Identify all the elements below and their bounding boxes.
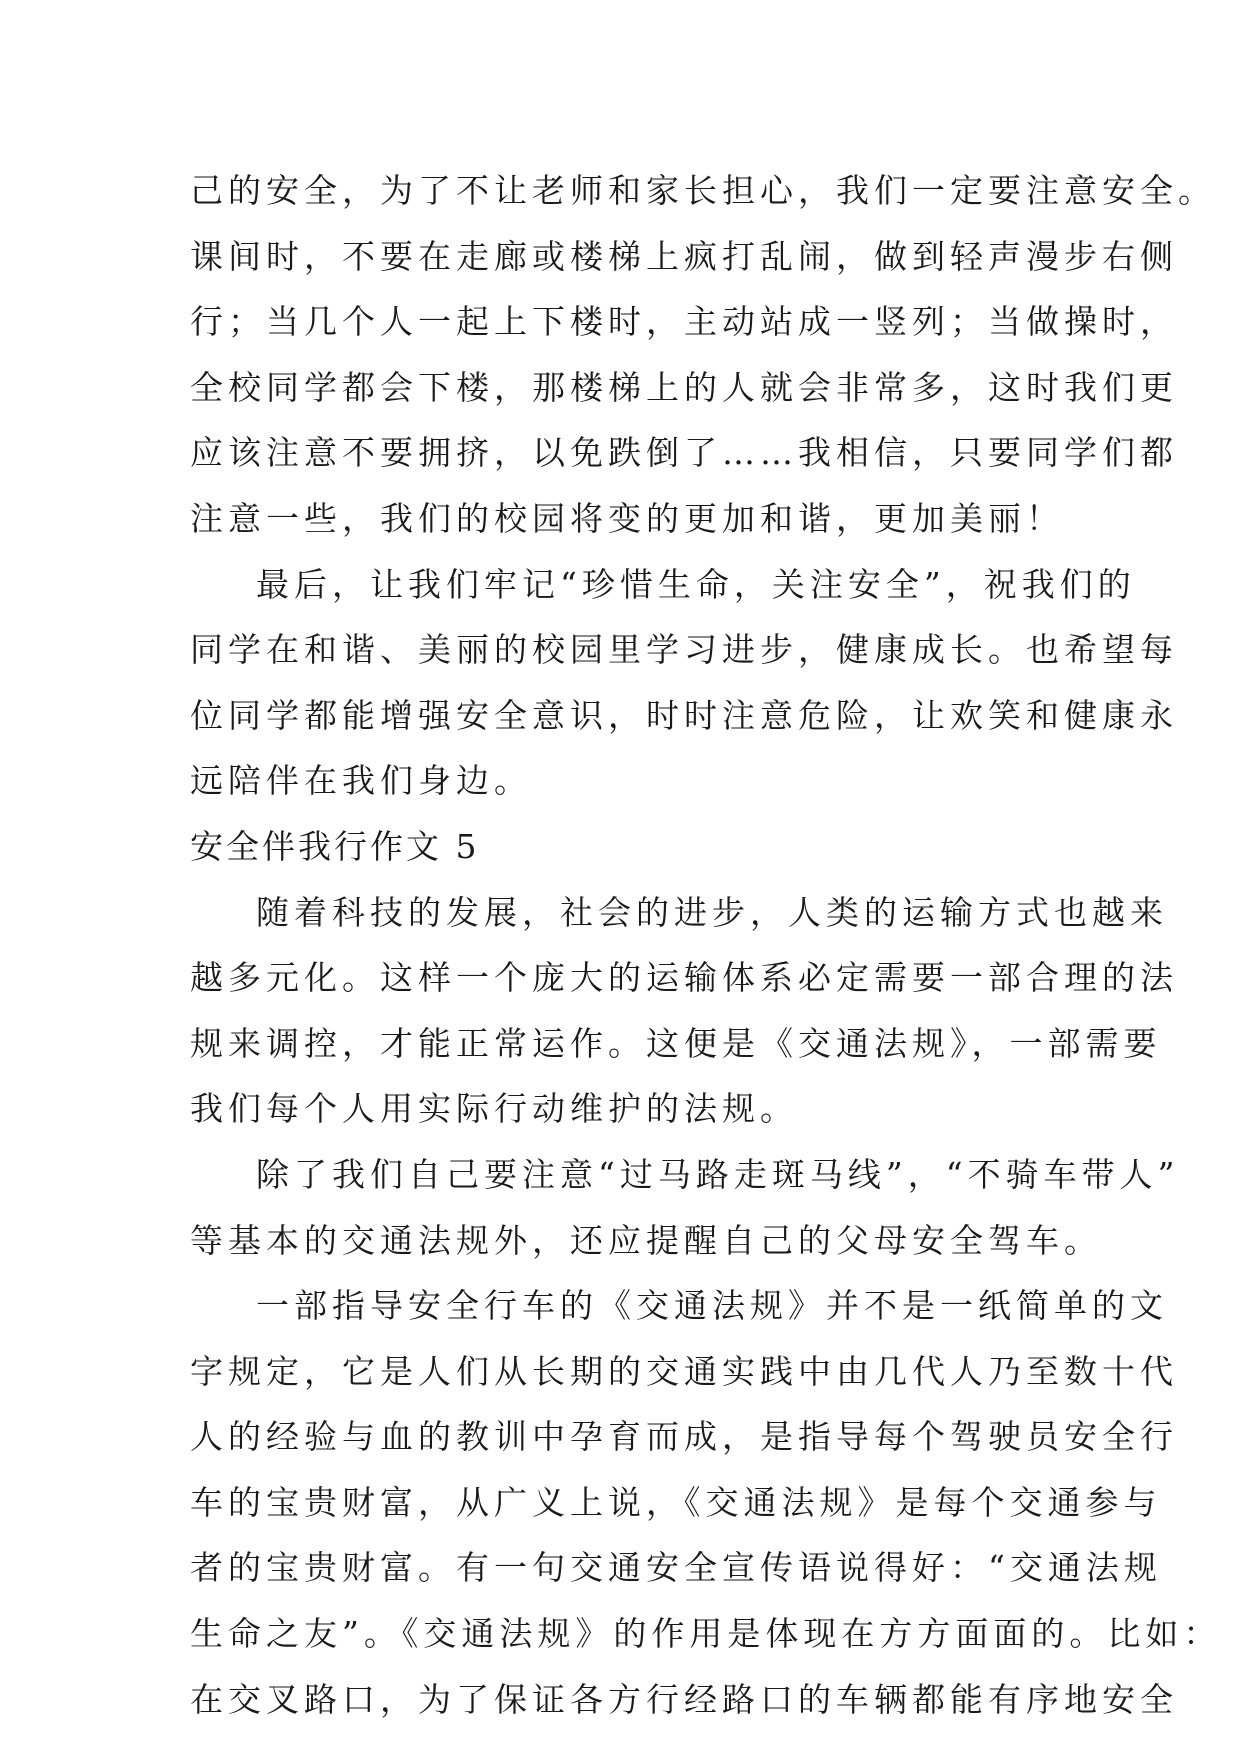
text-line: 注意一些，我们的校园将变的更加和谐，更加美丽！ xyxy=(190,498,1064,538)
text-line: 己的安全，为了不让老师和家长担心，我们一定要注意安全。 xyxy=(190,171,1216,210)
section-heading: 安全伴我行作文 5 xyxy=(190,826,480,866)
text-line: 应该注意不要拥挤，以免跌倒了……我相信，只要同学们都 xyxy=(190,433,1178,473)
text-line: 字规定，它是人们从长期的交通实践中由几代人乃至数十代 xyxy=(190,1351,1178,1391)
text-line: 我们每个人用实际行动维护的法规。 xyxy=(190,1089,798,1129)
paragraph-start-line: 随着科技的发展，社会的进步，人类的运输方式也越来 xyxy=(256,892,1168,932)
text-line: 等基本的交通法规外，还应提醒自己的父母安全驾车。 xyxy=(190,1220,1102,1260)
text-line: 越多元化。这样一个庞大的运输体系必定需要一部合理的法 xyxy=(190,958,1178,998)
text-line: 生命之友”。《交通法规》的作用是体现在方方面面的。比如： xyxy=(190,1614,1222,1654)
text-line: 课间时，不要在走廊或楼梯上疯打乱闹，做到轻声漫步右侧 xyxy=(190,236,1178,276)
text-line: 同学在和谐、美丽的校园里学习进步，健康成长。也希望每 xyxy=(190,630,1178,670)
text-line: 远陪伴在我们身边。 xyxy=(190,761,532,801)
paragraph-start-line: 除了我们自己要注意“过马路走斑马线”，“不骑车带人” xyxy=(256,1154,1180,1194)
text-line: 人的经验与血的教训中孕育而成，是指导每个驾驶员安全行 xyxy=(190,1417,1178,1457)
document-body xyxy=(190,158,1222,1732)
paragraph-start-line: 最后，让我们牢记“珍惜生命，关注安全”，祝我们的 xyxy=(256,564,1136,604)
paragraph-start-line: 一部指导安全行车的《交通法规》并不是一纸简单的文 xyxy=(256,1286,1168,1326)
text-line: 规来调控，才能正常运作。这便是《交通法规》，一部需要 xyxy=(190,1023,1162,1063)
text-line: 车的宝贵财富，从广义上说，《交通法规》是每个交通参与 xyxy=(190,1482,1162,1522)
text-line: 行；当几个人一起上下楼时，主动站成一竖列；当做操时， xyxy=(190,302,1178,342)
text-line: 全校同学都会下楼，那楼梯上的人就会非常多，这时我们更 xyxy=(190,367,1178,407)
text-line: 在交叉路口，为了保证各方行经路口的车辆都能有序地安全 xyxy=(190,1679,1178,1719)
text-line: 位同学都能增强安全意识，时时注意危险，让欢笑和健康永 xyxy=(190,695,1178,735)
text-line: 者的宝贵财富。有一句交通安全宣传语说得好：“交通法规 xyxy=(190,1548,1162,1588)
